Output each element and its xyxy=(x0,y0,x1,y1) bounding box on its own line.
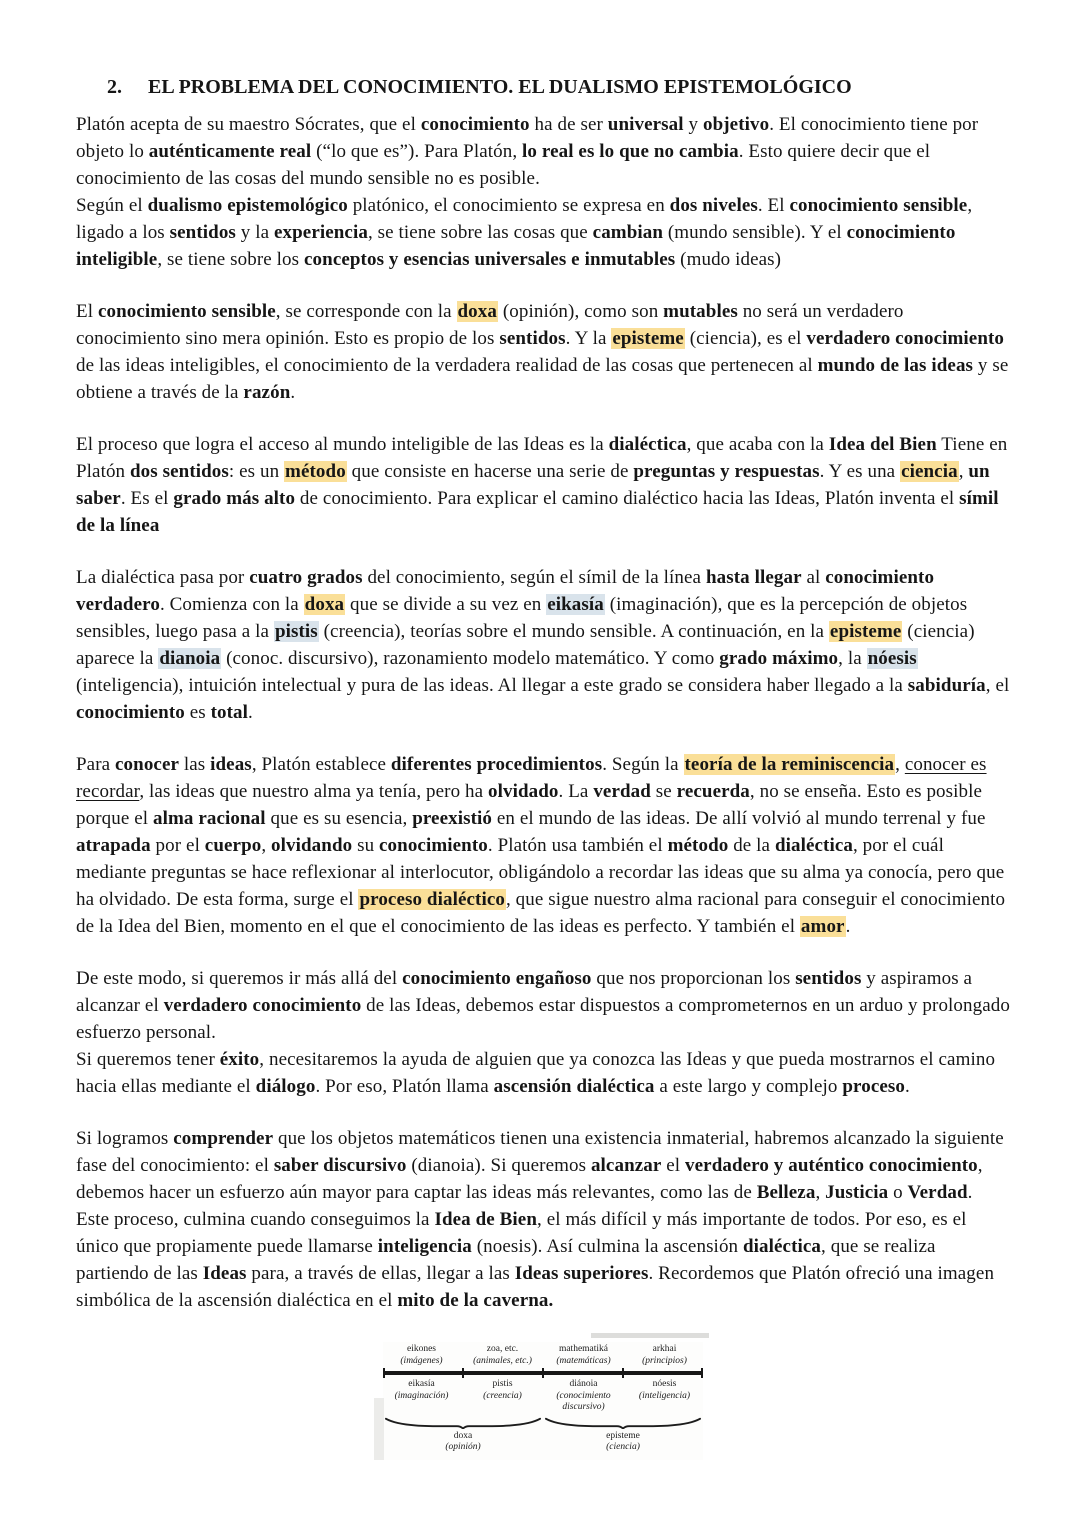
text-run: grado más alto xyxy=(173,488,296,509)
text-run: (ciencia), es el xyxy=(684,328,807,349)
text-run: conocimiento engañoso xyxy=(402,968,592,989)
text-run: al xyxy=(801,567,826,588)
text-run: mundo de las ideas xyxy=(817,355,974,376)
text-run: Platón acepta de su maestro Sócrates, que el xyxy=(76,114,421,135)
text-run: , el más difícil y más importante de todos. Por eso, es el único que propiamente puede llamarse xyxy=(76,1209,967,1257)
text-run: que nos proporcionan los xyxy=(591,968,796,989)
text-run: conocimiento verdadero xyxy=(76,567,935,615)
diagram-gloss: (imaginación) xyxy=(394,1390,449,1401)
text-run: Ideas superiores xyxy=(514,1263,649,1284)
text-run: , que se realiza partiendo de las xyxy=(76,1236,936,1284)
diagram-gloss: (ciencia) xyxy=(606,1442,640,1452)
text-run: (noesis). Así culmina la ascensión xyxy=(471,1236,743,1257)
text-run: total xyxy=(210,702,249,723)
section-title xyxy=(76,74,1010,101)
paragraph-ascension xyxy=(76,1046,1010,1100)
text-run: alma racional xyxy=(152,808,266,829)
text-run: (opinión), como son xyxy=(497,301,664,322)
text-run: . Y es una xyxy=(819,461,901,482)
text-run: ciencia xyxy=(901,461,958,482)
paragraph-dualismo xyxy=(76,192,1010,273)
text-run: . Es el xyxy=(120,488,174,509)
text-block-esfuerzo xyxy=(76,965,1010,1100)
text-run: , se corresponde con la xyxy=(275,301,457,322)
text-block-intro xyxy=(76,111,1010,273)
text-run: , xyxy=(958,461,969,482)
text-run: Si logramos xyxy=(76,1128,174,1149)
text-run: olvidado xyxy=(488,781,559,802)
text-run: mutables xyxy=(663,301,738,322)
text-run: sentidos xyxy=(795,968,862,989)
text-run: Si queremos tener xyxy=(76,1049,220,1070)
text-run: , xyxy=(815,1182,826,1203)
text-run: alcanzar xyxy=(590,1155,662,1176)
diagram-term: eikones xyxy=(406,1344,437,1354)
paragraph-dialectica xyxy=(76,431,1010,539)
text-run: de las ideas inteligibles, el conocimiento de la verdadera realidad de las cosas que pertenecen al xyxy=(76,355,818,376)
text-run: ideas xyxy=(210,754,252,775)
text-run: conocer es recordar xyxy=(76,754,987,802)
text-block-doxa-episteme xyxy=(76,298,1010,406)
text-run: su xyxy=(352,835,380,856)
text-run: sentidos xyxy=(499,328,566,349)
diagram-term: mathematiká xyxy=(558,1344,609,1354)
diagram-gloss: (conocimiento discursivo) xyxy=(556,1390,611,1412)
text-run: las xyxy=(179,754,211,775)
divided-line-diagram xyxy=(383,1342,703,1460)
text-run: conocimiento xyxy=(379,835,488,856)
text-run: eikasía xyxy=(547,594,604,615)
text-run: que los objetos matemáticos tienen una existencia inmaterial, habremos alcanzado la siguiente fase del conocimiento: el xyxy=(76,1128,1004,1176)
text-run: conceptos y esencias universales e inmutables xyxy=(304,249,676,270)
text-run: verdad xyxy=(593,781,651,802)
text-run: . Comienza con la xyxy=(159,594,304,615)
text-run: episteme xyxy=(829,621,902,642)
text-run: . xyxy=(904,1076,910,1097)
text-run: . Recordemos que Platón ofreció una imagen simbólica de la ascensión dialéctica en el xyxy=(76,1263,995,1311)
text-run: . El xyxy=(757,195,790,216)
text-run: ha de ser xyxy=(529,114,608,135)
text-run: método xyxy=(667,835,729,856)
paragraph-saber-discursivo xyxy=(76,1125,1010,1314)
text-run: conocimiento sensible xyxy=(97,301,276,322)
text-run: método xyxy=(285,461,346,482)
text-run: preguntas y respuestas xyxy=(633,461,820,482)
text-run: ascensión dialéctica xyxy=(493,1076,655,1097)
text-run: . Por eso, Platón llama xyxy=(315,1076,494,1097)
text-run: conocer xyxy=(115,754,180,775)
line-tick xyxy=(701,1368,703,1378)
text-run: (“lo que es”). Para Platón, xyxy=(311,141,523,162)
diagram-segment-eikasia xyxy=(383,1379,460,1414)
text-run: dialéctica xyxy=(774,835,853,856)
text-run: universal xyxy=(607,114,684,135)
paragraph-reminiscencia xyxy=(76,751,1010,940)
text-run: Idea de Bien xyxy=(434,1209,537,1230)
brace-doxa-icon xyxy=(383,1416,543,1429)
text-run: para, a través de ellas, llegar a las xyxy=(246,1263,515,1284)
text-run: , que sigue nuestro alma racional para conseguir el conocimiento de la Idea del Bien, momento en el que el conocimiento de las ideas es perfecto. Y también el xyxy=(76,889,1006,937)
text-run: atrapada xyxy=(76,835,151,856)
text-run: conocimiento xyxy=(420,114,530,135)
text-run: . Platón usa también el xyxy=(487,835,668,856)
text-run: y xyxy=(683,114,703,135)
text-run: dialéctica xyxy=(743,1236,822,1257)
text-run: , no se enseña. Esto es posible porque el xyxy=(76,781,983,829)
text-run: olvidando xyxy=(271,835,353,856)
text-block-reminiscencia xyxy=(76,751,1010,940)
diagram-term: arkhai xyxy=(652,1344,677,1354)
text-run: lo real es lo que no cambia xyxy=(522,141,739,162)
text-run: , la xyxy=(838,648,867,669)
text-run: de conocimiento. Para explicar el camino dialéctico hacia las Ideas, Platón inventa el xyxy=(295,488,960,509)
diagram-term: nóesis xyxy=(652,1379,677,1389)
text-run: y se obtiene a través de la xyxy=(76,355,1009,403)
text-run: nóesis xyxy=(867,648,917,669)
text-run: auténticamente real xyxy=(148,141,312,162)
diagram-gloss: (inteligencia) xyxy=(638,1390,691,1401)
text-run: , debemos hacer un esfuerzo aún mayor para captar las ideas más relevantes, como las de xyxy=(76,1155,983,1203)
text-run: , necesitaremos la ayuda de alguien que ya conozca las Ideas y que pueda mostrarnos el camino hacia ellas mediante el xyxy=(76,1049,996,1097)
text-run: de la xyxy=(728,835,775,856)
text-run: Ideas xyxy=(202,1263,247,1284)
text-run: De este modo, si queremos ir más allá del xyxy=(76,968,403,989)
text-run: diferentes procedimientos xyxy=(390,754,603,775)
text-run: Idea del Bien xyxy=(828,434,937,455)
text-run: conocimiento inteligible xyxy=(76,222,956,270)
text-run: dualismo epistemológico xyxy=(147,195,348,216)
text-run: , se tiene sobre las cosas que xyxy=(367,222,593,243)
paragraph-conocimiento-sensible xyxy=(76,298,1010,406)
scan-artifact xyxy=(591,1333,709,1338)
text-run: dos sentidos xyxy=(130,461,229,482)
text-run: amor xyxy=(800,916,845,937)
text-run: proceso xyxy=(842,1076,905,1097)
text-run: El xyxy=(76,301,98,322)
text-run: . Esto quiere decir que el conocimiento de las cosas del mundo sensible no es posible. xyxy=(76,141,931,189)
diagram-segment-mathematika xyxy=(545,1344,622,1367)
diagram-term: diánoia xyxy=(569,1379,598,1389)
text-run: Justicia xyxy=(825,1182,889,1203)
text-run: que se divide a su vez en xyxy=(345,594,547,615)
diagram-segment-pistis xyxy=(464,1379,541,1414)
diagram-gloss: (animales, etc.) xyxy=(473,1355,532,1366)
diagram-objects-row xyxy=(383,1344,703,1367)
text-run: hasta llegar xyxy=(705,567,802,588)
diagram-segment-eikones xyxy=(383,1344,460,1367)
text-run: conocimiento sensible xyxy=(789,195,968,216)
diagram-term: pistis xyxy=(492,1379,513,1389)
text-run: no será un verdadero conocimiento sino mera opinión. Esto es propio de los xyxy=(76,301,904,349)
text-run: , las ideas que nuestro alma ya tenía, pero ha xyxy=(139,781,489,802)
text-run: , xyxy=(895,754,905,775)
text-run: grado máximo xyxy=(719,648,839,669)
divided-line xyxy=(383,1371,703,1375)
text-run: un saber xyxy=(76,461,990,509)
text-run: objetivo xyxy=(702,114,770,135)
text-run: La dialéctica pasa por xyxy=(76,567,250,588)
text-run: y la xyxy=(235,222,274,243)
text-run: preexistió xyxy=(412,808,493,829)
text-run: , el xyxy=(985,675,1010,696)
text-run: o xyxy=(888,1182,908,1203)
paragraph-cuatro-grados xyxy=(76,564,1010,726)
text-run: dos niveles xyxy=(669,195,758,216)
text-run: (imaginación), que es la percepción de objetos sensibles, luego pasa a la xyxy=(76,594,968,642)
diagram-group-episteme xyxy=(543,1431,703,1454)
text-run: . Este proceso, culmina cuando conseguimos la xyxy=(76,1182,973,1230)
text-run: (conoc. discursivo), razonamiento modelo matemático. Y como xyxy=(221,648,720,669)
text-run: platónico, el conocimiento se expresa en xyxy=(347,195,670,216)
text-run: . La xyxy=(558,781,594,802)
text-run: verdadero conocimiento xyxy=(806,328,1005,349)
text-run: , Platón establece xyxy=(251,754,391,775)
text-run: Verdad xyxy=(907,1182,968,1203)
text-run: saber discursivo xyxy=(273,1155,407,1176)
text-run: y aspiramos a alcanzar el xyxy=(76,968,973,1016)
text-run: que consiste en hacerse una serie de xyxy=(346,461,634,482)
text-run: (dianoia). Si queremos xyxy=(406,1155,591,1176)
diagram-gloss: (opinión) xyxy=(445,1442,481,1452)
text-run: Según el xyxy=(76,195,148,216)
section-heading: EL PROBLEMA DEL CONOCIMIENTO. EL DUALISMO EPISTEMOLÓGICO xyxy=(148,76,852,98)
text-run: pistis xyxy=(274,621,318,642)
text-run: Tiene en Platón xyxy=(76,434,1008,482)
text-run: . xyxy=(845,916,851,937)
text-run: a este largo y complejo xyxy=(654,1076,843,1097)
text-run: doxa xyxy=(304,594,345,615)
text-run: verdadero y auténtico conocimiento xyxy=(685,1155,978,1176)
text-run: se xyxy=(650,781,677,802)
diagram-braces xyxy=(383,1416,703,1429)
text-run: mito de la caverna. xyxy=(397,1290,554,1311)
text-run: verdadero conocimiento xyxy=(163,995,362,1016)
line-tick xyxy=(383,1368,385,1378)
text-run: , ligado a los xyxy=(76,195,973,243)
section-number: 2. xyxy=(107,76,122,98)
text-run: (inteligencia), intuición intelectual y pura de las ideas. Al llegar a este grado se considera haber llegado a la xyxy=(76,675,908,696)
diagram-segment-arkhai xyxy=(626,1344,703,1367)
text-run: cuatro grados xyxy=(249,567,363,588)
text-run: dianoia xyxy=(159,648,221,669)
text-run: (mudo ideas) xyxy=(675,249,782,270)
diagram-term: episteme xyxy=(606,1430,640,1441)
text-run: inteligencia xyxy=(377,1236,472,1257)
text-run: , por el cuál mediante preguntas se hace reflexionar al interlocutor, obligándolo a recordar las ideas que su alma ya conocía, pero que ha olvidado. De esta forma, surge el xyxy=(76,835,1005,910)
text-run: símil de la línea xyxy=(76,488,999,536)
diagram-gloss: (principios) xyxy=(642,1355,687,1366)
text-run: Belleza xyxy=(756,1182,816,1203)
text-run: . xyxy=(248,702,253,723)
diagram-segment-zoa xyxy=(464,1344,541,1367)
text-run: diálogo xyxy=(255,1076,316,1097)
text-run: por el xyxy=(150,835,205,856)
text-run: , xyxy=(261,835,272,856)
text-run: teoría de la reminiscencia xyxy=(684,754,895,775)
diagram-term: eikasía xyxy=(408,1379,435,1389)
text-run: experiencia xyxy=(273,222,368,243)
diagram-segment-dianoia xyxy=(545,1379,622,1414)
diagram-gloss: (imágenes) xyxy=(400,1355,443,1366)
paragraph-socrates xyxy=(76,111,1010,192)
diagram-term: doxa xyxy=(453,1430,473,1441)
text-run: , se tiene sobre los xyxy=(157,249,305,270)
text-run: dialéctica xyxy=(608,434,687,455)
text-run: en el mundo de las ideas. De allí volvió al mundo terrenal y fue xyxy=(492,808,986,829)
text-run: del conocimiento, según el símil de la línea xyxy=(362,567,706,588)
text-run: (ciencia) aparece la xyxy=(76,621,975,669)
paragraph-conocimiento-enganoso xyxy=(76,965,1010,1046)
diagram-group-doxa xyxy=(383,1431,543,1454)
text-run: proceso dialéctico xyxy=(359,889,505,910)
text-block-dialectica xyxy=(76,431,1010,539)
line-tick xyxy=(622,1368,624,1378)
text-run: recuerda xyxy=(676,781,750,802)
diagram-segment-noesis xyxy=(626,1379,703,1414)
text-run: comprender xyxy=(173,1128,274,1149)
text-run: Para xyxy=(76,754,116,775)
text-run: éxito xyxy=(219,1049,260,1070)
text-run: sabiduría xyxy=(907,675,986,696)
text-block-culminacion xyxy=(76,1125,1010,1314)
diagram-groups-row xyxy=(383,1431,703,1454)
diagram-gloss: (matemáticas) xyxy=(556,1355,611,1366)
text-run: cuerpo xyxy=(204,835,262,856)
text-run: . El conocimiento tiene por objeto lo xyxy=(76,114,979,162)
text-run: (mundo sensible). Y el xyxy=(663,222,847,243)
line-tick xyxy=(542,1368,544,1378)
text-run: episteme xyxy=(612,328,684,349)
text-block-cuatro-grados xyxy=(76,564,1010,726)
text-run: . Y la xyxy=(565,328,612,349)
brace-episteme-icon xyxy=(543,1416,703,1429)
diagram-gloss: (creencia) xyxy=(483,1390,522,1401)
text-run: el xyxy=(661,1155,686,1176)
text-run: . xyxy=(290,382,296,403)
diagram-faculties-row xyxy=(383,1379,703,1414)
text-run: , que acaba con la xyxy=(686,434,829,455)
text-run: doxa xyxy=(457,301,497,322)
text-run: es xyxy=(184,702,211,723)
text-run: : es un xyxy=(228,461,285,482)
text-run: conocimiento xyxy=(76,702,185,723)
text-run: sentidos xyxy=(169,222,236,243)
line-tick xyxy=(462,1368,464,1378)
text-run: de las Ideas, debemos estar dispuestos a comprometernos en un arduo y prolongado esfuerzo personal. xyxy=(76,995,1010,1043)
text-run: (creencia), teorías sobre el mundo sensible. A continuación, en la xyxy=(318,621,829,642)
text-run: razón xyxy=(243,382,291,403)
text-run: que es su esencia, xyxy=(265,808,413,829)
text-run: El proceso que logra el acceso al mundo inteligible de las Ideas es la xyxy=(76,434,609,455)
scan-artifact xyxy=(374,1398,384,1460)
diagram-term: zoa, etc. xyxy=(486,1344,519,1354)
text-run: . Según la xyxy=(602,754,684,775)
text-run: cambian xyxy=(592,222,664,243)
